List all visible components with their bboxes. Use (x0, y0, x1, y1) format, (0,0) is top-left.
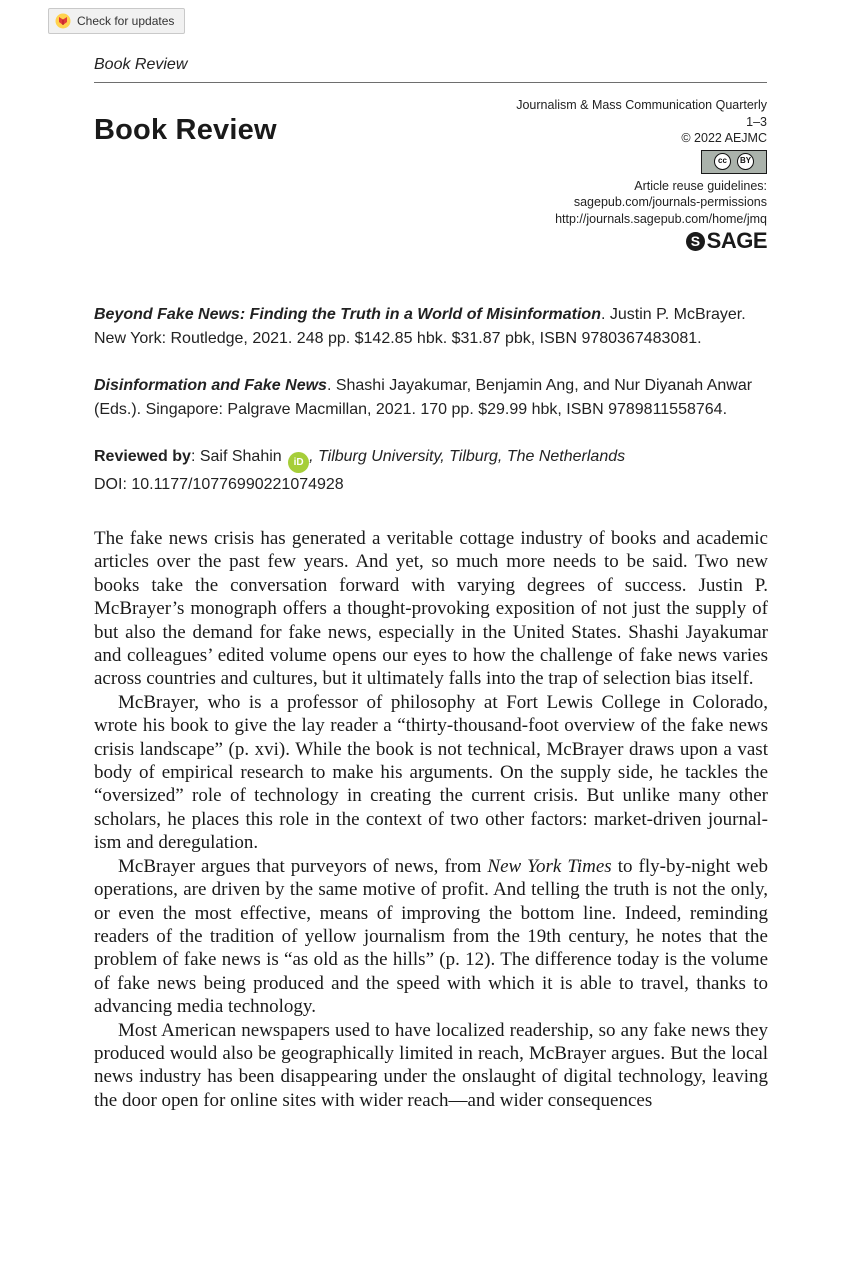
sage-mark-icon: S (686, 232, 705, 251)
header-divider (94, 82, 767, 83)
body-paragraph-3-end: to fly-by-night web operations, are driven by the same motive of profit. And telling the truth is not the only, or even the most effective, means of improving the bottom line. Indeed, reminding readers of the tradition of yellow journalism from the 19th century, he notes that the problem of fake news is “as old as the hills” (p. 12). The difference today is the volume of fake news being produced and the speed with which it is able to travel, thanks to advancing media technology. (94, 855, 768, 1018)
book-title-1: Beyond Fake News: Finding the Truth in a World of Misinformation (94, 306, 601, 323)
reviewed-by-label: Reviewed by (94, 448, 191, 465)
body-paragraph-3-start: McBrayer argues that purveyors of news, from (118, 855, 488, 877)
permissions-link[interactable]: sagepub.com/journals-permissions (573, 195, 767, 209)
body-paragraph-2: McBrayer, who is a professor of philosophy at Fort Lewis College in Colorado, wrote his book to give the lay reader a “thirty-thousand-foot overview of the fake news crisis landscape” (p. xvi). While the book is not technical, McBrayer draws upon a vast body of empirical research to make his arguments. On the supply side, he tackles the “oversized” role of technology in creating the current crisis. But unlike many other scholars, he places this role in the context of two other factors: market-driven journalism and deregulation. (94, 691, 768, 854)
article-body (94, 527, 768, 1112)
body-paragraph-3 (94, 855, 768, 1019)
page-range: 1–3 (746, 114, 767, 129)
orcid-icon[interactable]: iD (288, 452, 309, 473)
check-for-updates-button[interactable] (48, 8, 185, 34)
body-paragraph-4: Most American newspapers used to have localized readership, so any fake news they produced would also be geographically limited in reach, McBrayer argues. But the local news industry has been disappearing under the onslaught of digital technology, leaving the door open for online sites with wider reach—and wider consequences (94, 1019, 768, 1111)
doi[interactable]: DOI: 10.1177/10776990221074928 (94, 476, 344, 494)
reviewer-block (94, 445, 769, 497)
book-entry-1 (94, 303, 769, 350)
cc-by-license-badge[interactable] (701, 150, 767, 174)
journal-name: Journalism & Mass Communication Quarterly (516, 98, 767, 112)
book-details-1: . Justin P. McBrayer. New York: Routledge, 2021. 248 pp. $142.85 hbk. $31.87 pbk, ISBN 9780367483081. (94, 306, 746, 347)
reviewer-affiliation: , Tilburg University, Tilburg, The Netherlands (309, 448, 626, 465)
attribution-icon: BY (737, 153, 754, 170)
check-for-updates-label: Check for updates (77, 14, 175, 28)
body-paragraph-1: The fake news crisis has generated a veritable cottage industry of books and academic articles over the past few years. And yet, so much more needs to be said. Two new books take the conversation forward with varying degrees of success. Justin P. McBrayer’s monograph offers a thought-provoking exposition of not just the supply of but also the demand for fake news, especially in the United States. Shashi Jayakumar and colleagues’ edited volume opens our eyes to how the challenge of fake news varies across countries and cultures, but it ultimately falls into the trap of selection bias itself. (94, 528, 768, 690)
check-for-updates-icon (55, 13, 71, 29)
book-details-2: . Shashi Jayakumar, Benjamin Ang, and Nur Diyanah Anwar (Eds.). Singapore: Palgrave Macmillan, 2021. 170 pp. $29.99 hbk, ISBN 9789811558764. (94, 377, 753, 418)
journal-metadata (437, 97, 767, 254)
copyright: © 2022 AEJMC (681, 131, 767, 145)
book-entry-2 (94, 374, 769, 421)
running-head: Book Review (94, 56, 188, 73)
reviewer-name: : Saif Shahin (190, 448, 282, 465)
reuse-guidelines-label: Article reuse guidelines: (634, 178, 767, 193)
article-title: Book Review (94, 114, 277, 146)
book-title-2: Disinformation and Fake News (94, 377, 327, 394)
sage-logo (686, 228, 767, 254)
publication-name: New York Times (487, 855, 612, 877)
cc-icon: cc (714, 153, 731, 170)
reviewer-line (94, 445, 769, 473)
journal-home-link[interactable]: http://journals.sagepub.com/home/jmq (555, 211, 767, 226)
sage-wordmark: SAGE (706, 228, 767, 254)
